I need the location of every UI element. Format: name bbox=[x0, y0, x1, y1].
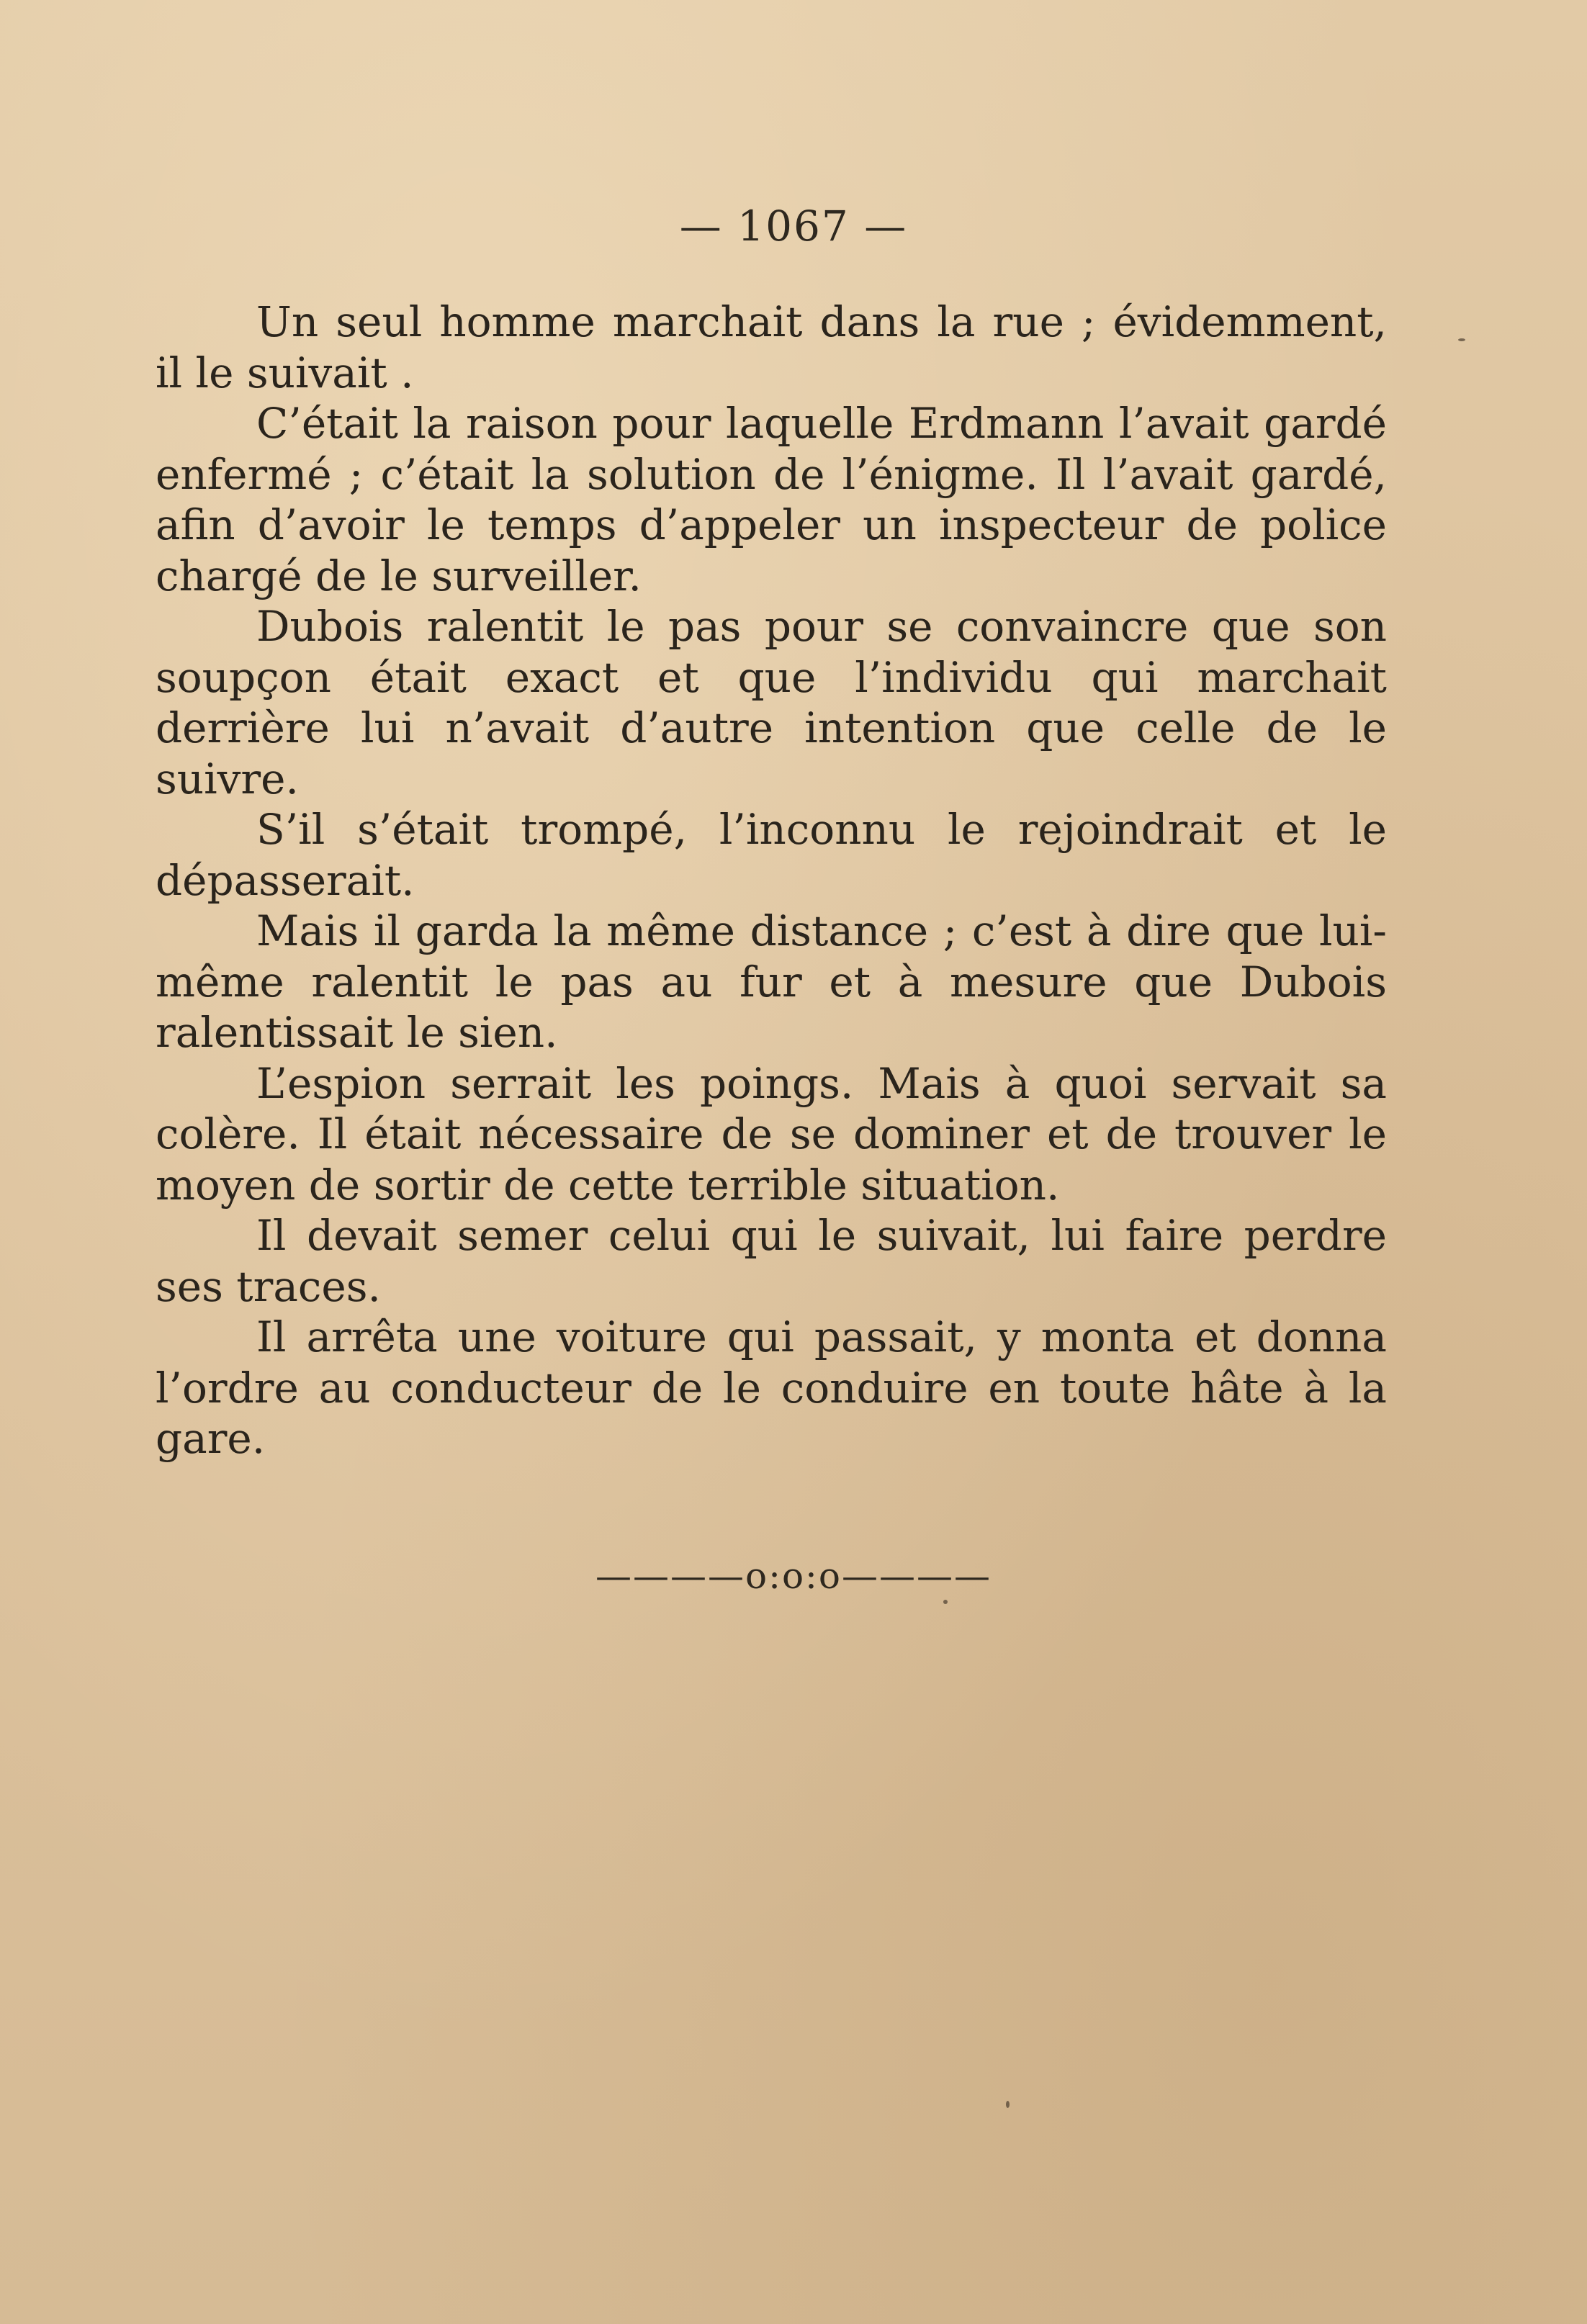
paragraph: Il arrêta une voiture qui passait, y monta et donna l’ordre au conducteur de le conduire en toute hâte à la gare. bbox=[156, 1312, 1387, 1463]
ink-speck bbox=[1006, 2101, 1010, 2108]
page-number: — 1067 — bbox=[679, 202, 908, 251]
paragraph: C’était la raison pour laquelle Erdmann l’avait gardé enfermé ; c’était la solution de l’énigme. Il l’avait gardé, afin d’avoir le temps d’appeler un inspecteur de police chargé de le surveiller. bbox=[156, 399, 1387, 600]
paragraph: L’espion serrait les poings. Mais à quoi servait sa colère. Il était nécessaire de se dominer et de trouver le moyen de sortir de cette terrible situation. bbox=[156, 1058, 1387, 1210]
paragraph: Mais il garda la même distance ; c’est à dire que lui-même ralentit le pas au fur et à mesure que Dubois ralentissait le sien. bbox=[156, 906, 1387, 1057]
paragraph: Dubois ralentit le pas pour se convaincre que son soupçon était exact et que l’individu qui marchait derrière lui n’avait d’autre intention que celle de le suivre. bbox=[156, 602, 1387, 803]
ink-speck bbox=[943, 1600, 948, 1604]
paragraph: Un seul homme marchait dans la rue ; évidemment, il le suivait . bbox=[156, 297, 1387, 397]
ink-speck bbox=[1458, 338, 1465, 341]
body-text bbox=[156, 297, 1387, 1464]
paragraph: S’il s’était trompé, l’inconnu le rejoindrait et le dépasserait. bbox=[156, 805, 1387, 905]
section-separator: ————o:o:o———— bbox=[595, 1555, 992, 1597]
paragraph: Il devait semer celui qui le suivait, lui faire perdre ses traces. bbox=[156, 1211, 1387, 1311]
